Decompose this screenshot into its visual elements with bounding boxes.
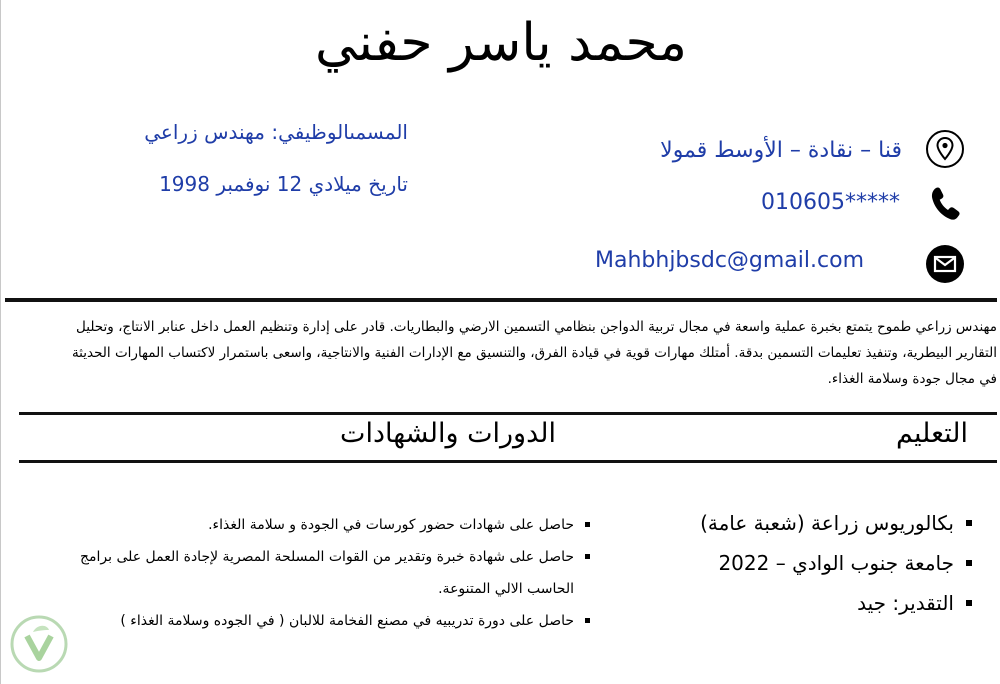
job-title: المسمىالوظيفي: مهندس زراعي [144, 120, 408, 144]
divider [19, 412, 997, 415]
watermark-logo-icon [9, 614, 69, 674]
divider [5, 298, 997, 302]
profile-summary: مهندس زراعي طموح يتمتع بخبرة عملية واسعة في مجال تربية الدواجن بنظامي التسمين الارضي والبطاريات. قادر على إدارة وتنظيم العمل داخل عنابر الانتاج، وتحليل التقارير البيطرية، وتنفيذ تعليمات التسمين بدقة. أمتلك مهارات قوية في قيادة الفرق، والتنسيق مع الإدارات الفنية والانتاجية، واسعى باستمرار لاكتساب المهارات الحديثة في مجال جودة وسلامة الغذاء. [71, 319, 997, 387]
list-item: جامعة جنوب الوادي – 2022 [700, 549, 972, 589]
location-pin-icon [925, 129, 965, 169]
birth-date: تاريخ ميلادي 12 نوفمبر 1998 [159, 172, 408, 196]
phone-icon [925, 184, 965, 224]
contact-email[interactable]: Mahbhjbsdc@gmail.com [595, 248, 864, 273]
list-item: حاصل على شهادات حضور كورسات في الجودة و سلامة الغذاء. [72, 509, 592, 541]
courses-heading: الدورات والشهادات [340, 418, 556, 449]
contact-phone: 010605***** [761, 190, 900, 215]
list-item: حاصل على دورة تدريبيه في مصنع الفخامة للالبان ( في الجوده وسلامة الغذاء ) [72, 605, 592, 637]
divider [19, 460, 997, 463]
list-item: حاصل على شهادة خبرة وتقدير من القوات المسلحة المصرية لإجادة العمل على برامج الحاسب الالي المتنوعة. [72, 541, 592, 605]
contact-location: قنا – نقادة – الأوسط قمولا [660, 138, 902, 163]
education-list [700, 509, 972, 629]
list-item: التقدير: جيد [700, 589, 972, 629]
candidate-name: محمد ياسر حفني [315, 13, 687, 73]
courses-list [72, 509, 592, 637]
mail-icon [925, 244, 965, 284]
list-item: بكالوريوس زراعة (شعبة عامة) [700, 509, 972, 549]
education-heading: التعليم [896, 418, 968, 449]
